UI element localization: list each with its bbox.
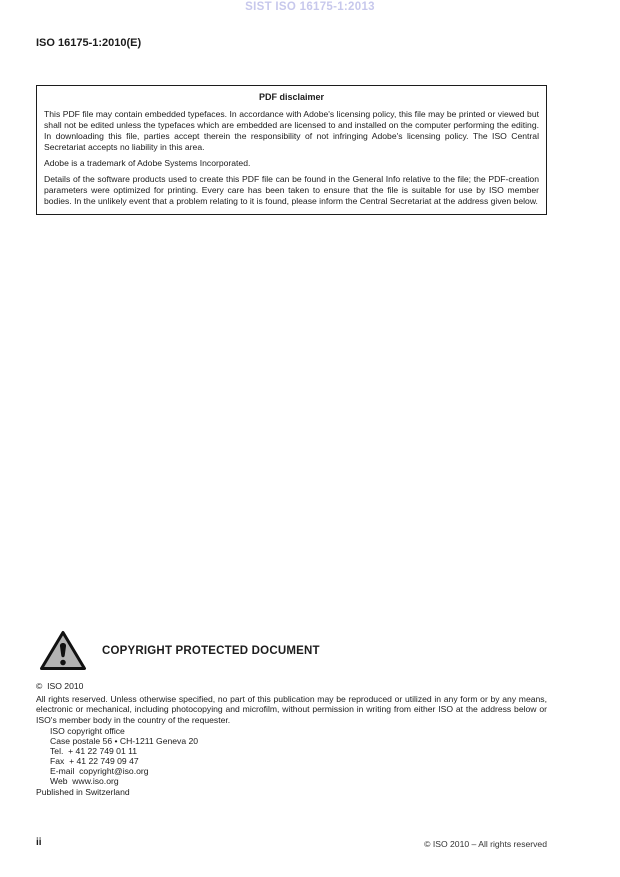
disclaimer-paragraph: Adobe is a trademark of Adobe Systems Incorporated.	[44, 158, 251, 168]
address-line-email: E-mail copyright@iso.org	[50, 765, 149, 776]
copyright-protected-heading: COPYRIGHT PROTECTED DOCUMENT	[102, 644, 320, 657]
address-line-fax: Fax + 41 22 749 09 47	[50, 755, 139, 766]
pdf-disclaimer-box	[36, 85, 547, 215]
footer-copyright-notice: © ISO 2010 – All rights reserved	[424, 839, 547, 849]
footer-page-number: ii	[36, 837, 42, 848]
address-line-tel: Tel. + 41 22 749 01 11	[50, 745, 138, 756]
copyright-header	[38, 629, 320, 672]
warning-triangle-icon	[38, 629, 88, 672]
document-reference: ISO 16175-1:2010(E)	[36, 37, 142, 49]
address-line: ISO copyright office	[50, 726, 125, 736]
copyright-notice-text: All rights reserved. Unless otherwise specified, no part of this publication may be reproduced or utilized in any form or by any means, electronic or mechanical, including photocopying and microfilm, without permission in writing from either ISO at the address below or ISO's member body in the country of the requester.	[36, 694, 547, 725]
published-in-line: Published in Switzerland	[36, 787, 130, 797]
disclaimer-paragraph: This PDF file may contain embedded typefaces. In accordance with Adobe's licensing policy, this file may be printed or viewed but shall not be edited unless the typefaces which are embedded are licensed to and installed on the computer performing the editing. In downloading this file, parties accept therein the responsibility of not infringing Adobe's licensing policy. The ISO Central Secretariat accepts no liability in this area.	[44, 109, 539, 152]
address-line-web: Web www.iso.org	[50, 775, 119, 786]
iso-address-block	[50, 727, 198, 786]
disclaimer-title: PDF disclaimer	[258, 92, 325, 102]
watermark-header: SIST ISO 16175-1:2013	[245, 1, 375, 13]
disclaimer-paragraph: Details of the software products used to create this PDF file can be found in the General Info relative to the file; the PDF-creation parameters were optimized for printing. Every care has been taken to ensure that the file is suitable for use by ISO member bodies. In the unlikely event that a problem relating to it is found, please inform the Central Secretariat at the address given below.	[44, 174, 539, 206]
copyright-year-line: © ISO 2010	[36, 681, 84, 691]
address-line: Case postale 56 • CH-1211 Geneva 20	[50, 735, 199, 746]
